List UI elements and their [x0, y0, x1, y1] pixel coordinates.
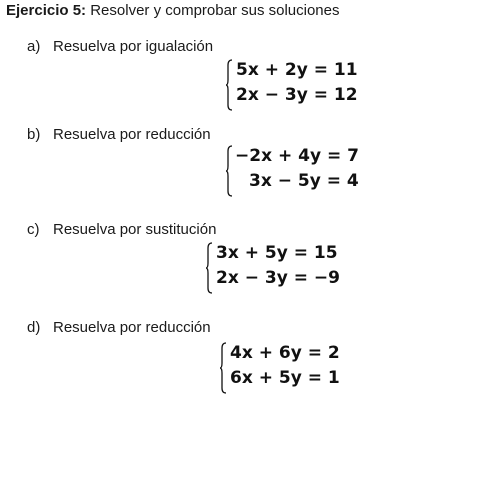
system-d: [220, 341, 340, 397]
system-b-equation-2: 3x − 5y = 4: [249, 171, 359, 191]
system-c-equation-1: 3x + 5y = 15: [216, 243, 338, 263]
system-b-equation-1: −2x + 4y = 7: [235, 146, 359, 166]
item-a-label: [27, 38, 213, 55]
left-brace-icon: [226, 145, 233, 197]
system-a-equation-1: 5x + 2y = 11: [236, 60, 358, 80]
left-brace-icon: [226, 59, 233, 111]
item-c-instruction: Resuelva por sustitución: [53, 221, 217, 238]
item-c-letter: c): [27, 221, 40, 238]
item-b-instruction: Resuelva por reducción: [53, 126, 211, 143]
system-d-equation-2: 6x + 5y = 1: [230, 368, 340, 388]
system-b: [226, 144, 359, 200]
item-b-label: [27, 126, 211, 143]
item-a-instruction: Resuelva por igualación: [53, 38, 214, 55]
left-brace-icon: [206, 242, 213, 294]
item-d-label: [27, 319, 211, 336]
exercise-title: [6, 2, 340, 19]
item-d-instruction: Resuelva por reducción: [53, 319, 211, 336]
system-a: [226, 58, 358, 114]
system-c-equation-2: 2x − 3y = −9: [216, 268, 340, 288]
exercise-number: Ejercicio 5:: [6, 2, 87, 19]
item-a-letter: a): [27, 38, 41, 55]
system-d-equation-1: 4x + 6y = 2: [230, 343, 340, 363]
item-c-label: [27, 221, 216, 238]
item-b-letter: b): [27, 126, 41, 143]
item-d-letter: d): [27, 319, 41, 336]
system-a-equation-2: 2x − 3y = 12: [236, 85, 358, 105]
system-c: [206, 241, 340, 297]
exercise-instruction: Resolver y comprobar sus soluciones: [90, 2, 340, 19]
left-brace-icon: [220, 342, 227, 394]
